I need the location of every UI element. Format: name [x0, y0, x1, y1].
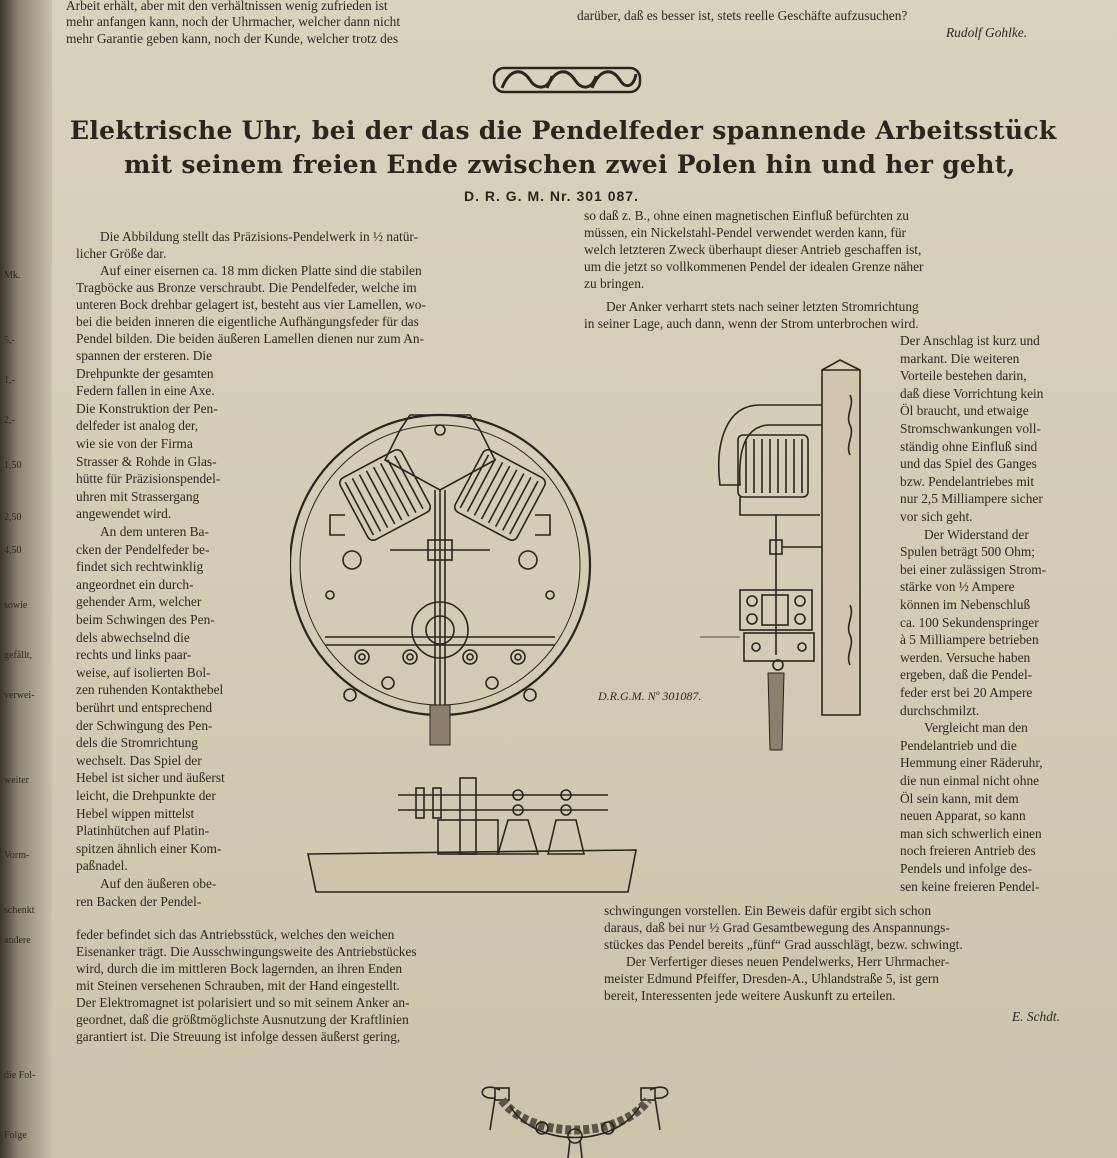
- text-line: paßnadel.: [76, 858, 128, 874]
- text-line: Vergleicht man den: [924, 720, 1028, 736]
- text-line: spannen der ersteren. Die: [76, 348, 213, 363]
- text-line: vor sich geht.: [900, 509, 973, 524]
- text-line: leicht, die Drehpunkte der: [76, 788, 216, 803]
- gutter-fragment: verwei-: [4, 690, 35, 701]
- author-signature: E. Schdt.: [1012, 1009, 1060, 1024]
- gutter-fragment: schenkt: [4, 905, 35, 916]
- text-line: zu bringen.: [584, 276, 645, 291]
- gutter-fragment: weiter: [4, 775, 29, 786]
- text-line: feder erst bei 20 Ampere: [900, 685, 1033, 700]
- text-line: Eisenanker trägt. Die Ausschwingungsweite des Antriebstückes: [76, 944, 417, 959]
- gutter-fragment: Folge: [4, 1130, 27, 1141]
- text-line: werden. Versuche haben: [900, 649, 1031, 665]
- article-title-line-1: Elektrische Uhr, bei der das die Pendelfeder spannende Arbeitsstück: [70, 116, 1057, 145]
- text-line: Hemmung einer Räderuhr,: [900, 755, 1043, 771]
- text-line: in seiner Lage, auch dann, wenn der Strom unterbrochen wird.: [584, 316, 919, 331]
- text-line: spitzen ähnlich einer Kom-: [76, 840, 222, 856]
- previous-page-gutter: [0, 0, 52, 1158]
- text-line: Der Elektromagnet ist polarisiert und so mit seinem Anker an-: [76, 995, 410, 1010]
- text-line: können im Nebenschluß: [900, 597, 1031, 612]
- figure-caption: D.R.G.M. Nº 301087.: [598, 689, 702, 703]
- text-line: ren Backen der Pendel-: [76, 893, 202, 909]
- text-line: feder befindet sich das Antriebsstück, welches den weichen: [76, 927, 395, 942]
- text-line: findet sich rechtwinklig: [76, 559, 204, 575]
- text-line: gehender Arm, welcher: [76, 594, 202, 610]
- text-line: ergeben, daß die Pendel-: [900, 667, 1033, 683]
- text-line: cken der Pendelfeder be-: [76, 541, 210, 557]
- text-line: meister Edmund Pfeiffer, Dresden-A., Uhlandstraße 5, ist gern: [604, 971, 940, 986]
- gutter-fragment: sowie: [4, 600, 28, 611]
- text-line: Spulen beträgt 500 Ohm;: [900, 544, 1036, 560]
- text-line: rechts und links paar-: [76, 647, 192, 663]
- text-line: so daß z. B., ohne einen magnetischen Einfluß befürchten zu: [584, 208, 909, 223]
- text-line: um die jetzt so vollkommenen Pendel der idealen Grenze näher: [584, 259, 924, 274]
- text-line: dels die Stromrichtung: [76, 735, 198, 751]
- text-line: licher Größe dar.: [76, 246, 167, 261]
- text-line: Pendelantrieb und die: [900, 737, 1017, 753]
- gutter-fragment: gefällt,: [4, 650, 33, 661]
- text-line: Platinhütchen auf Platin-: [76, 823, 210, 839]
- text-line: nur 2,5 Milliampere sicher: [900, 491, 1043, 507]
- patent-number: D. R. G. M. Nr. 301 087.: [464, 188, 639, 204]
- text-line: Pendel bilden. Die beiden äußeren Lamellen dienen nur zum An-: [76, 331, 425, 346]
- text-line: angeordnet ein durch-: [76, 576, 194, 592]
- text-line: angewendet wird.: [76, 506, 172, 522]
- gutter-fragment: andere: [4, 935, 31, 946]
- text-line: daß diese Vorrichtung kein: [900, 385, 1044, 401]
- text-line: darüber, daß es besser ist, stets reelle Geschäfte aufzusuchen?: [577, 8, 908, 23]
- text-line: unteren Bock drehbar gelagert ist, besteht aus vier Lamellen, wo-: [76, 297, 426, 312]
- text-line: stückes das Pendel bereits „fünf“ Grad ausschlägt, bezw. schwingt.: [604, 937, 963, 952]
- text-line: geordnet, daß die größtmöglichste Ausnutzung der Kraftlinien: [76, 1012, 409, 1027]
- gutter-fragment: 5,-: [4, 335, 15, 346]
- text-line: neuen Apparat, so kann: [900, 808, 1026, 824]
- pendulum-mechanism-front-view: [290, 395, 595, 755]
- gutter-fragment: die Fol-: [4, 1070, 36, 1081]
- text-line: mehr anfangen kann, noch der Uhrmacher, welcher dann nicht: [66, 14, 401, 29]
- text-line: Der Verfertiger dieses neuen Pendelwerks, Herr Uhrmacher-: [626, 954, 950, 969]
- text-line: müssen, ein Nickelstahl-Pendel verwendet werden kann, für: [584, 225, 907, 240]
- text-line: Der Widerstand der: [924, 526, 1029, 542]
- author-signature: Rudolf Gohlke.: [946, 25, 1028, 40]
- gutter-fragment: Mk.: [4, 270, 21, 281]
- text-line: Tragböcke aus Bronze verschraubt. Die Pendelfeder, welche im: [76, 280, 417, 295]
- text-line: Öl braucht, und etwaige: [900, 403, 1029, 419]
- text-line: ca. 100 Sekundenspringer: [900, 614, 1039, 630]
- article-title-line-2: mit seinem freien Ende zwischen zwei Polen hin und her geht,: [124, 150, 1016, 179]
- text-line: bzw. Pendelantriebes mit: [900, 473, 1035, 489]
- text-line: ständig ohne Einfluß sind: [900, 438, 1038, 454]
- gutter-fragment: Vorm-: [4, 850, 30, 861]
- text-line: schwingungen vorstellen. Ein Beweis dafür ergibt sich schon: [604, 903, 932, 918]
- text-line: sen keine freieren Pendel-: [900, 878, 1040, 894]
- text-line: zen ruhenden Kontakthebel: [76, 682, 224, 698]
- text-line: mit Steinen versehenen Schrauben, mit der Hand eingestellt.: [76, 978, 400, 993]
- text-line: und das Spiel des Ganges: [900, 456, 1037, 472]
- text-line: berührt und entsprechend: [76, 700, 213, 715]
- text-line: dels abwechselnd die: [76, 629, 190, 645]
- text-line: markant. Die weiteren: [900, 350, 1020, 366]
- text-line: Der Anker verharrt stets nach seiner letzten Stromrichtung: [606, 299, 919, 314]
- text-line: Strasser & Rohde in Glas-: [76, 453, 217, 469]
- text-line: wird, durch die im mittleren Bock lagernden, an ihren Enden: [76, 961, 403, 976]
- text-line: weise, auf isolierten Bol-: [76, 664, 211, 680]
- text-line: der Schwingung des Pen-: [76, 717, 213, 733]
- ornament-icon: [492, 62, 642, 98]
- text-line: An dem unteren Ba-: [100, 524, 209, 539]
- text-line: mehr Garantie geben kann, noch der Kunde, welcher trotz des: [66, 31, 399, 46]
- text-line: garantiert ist. Die Streuung ist infolge dessen äußerst gering,: [76, 1029, 401, 1044]
- gutter-fragment: 2,50: [4, 512, 22, 523]
- text-line: à 5 Milliampere betrieben: [900, 632, 1039, 648]
- text-line: uhren mit Strassergang: [76, 488, 200, 504]
- text-line: Federn fallen in eine Axe.: [76, 383, 215, 399]
- text-line: durchschmilzt.: [900, 702, 980, 718]
- text-line: Hebel wippen mittelst: [76, 805, 195, 821]
- text-line: welch letzteren Zweck überhaupt dieser Antrieb geschaffen ist,: [584, 242, 922, 257]
- gutter-fragment: 4,50: [4, 545, 22, 556]
- text-line: man sich schwerlich einen: [900, 825, 1042, 841]
- text-line: Vorteile bestehen darin,: [900, 368, 1027, 384]
- text-line: stärke von ½ Ampere: [900, 579, 1015, 595]
- text-line: Die Abbildung stellt das Präzisions-Pendelwerk in ½ natür-: [100, 229, 419, 244]
- text-line: Der Anschlag ist kurz und: [900, 333, 1040, 348]
- text-line: Arbeit erhält, aber mit den verhältnissen wenig zufrieden ist: [66, 0, 388, 13]
- text-line: noch freieren Antrieb des: [900, 843, 1036, 859]
- text-line: bereit, Interessenten jede weitere Auskunft zu erteilen.: [604, 988, 896, 1003]
- gutter-fragment: 1,50: [4, 460, 22, 471]
- text-line: Stromschwankungen voll-: [900, 421, 1041, 436]
- text-line: hütte für Präzisionspendel-: [76, 471, 221, 487]
- text-line: Auf den äußeren obe-: [100, 876, 217, 891]
- text-line: beim Schwingen des Pen-: [76, 612, 215, 627]
- text-line: wechselt. Das Spiel der: [76, 752, 202, 768]
- text-line: wie sie von der Firma: [76, 436, 193, 451]
- decorative-garland-icon: [470, 1070, 680, 1158]
- text-line: Die Konstruktion der Pen-: [76, 400, 218, 416]
- text-line: die nun einmal nicht ohne: [900, 773, 1040, 788]
- text-line: Pendels und infolge des-: [900, 861, 1033, 876]
- text-line: bei die beiden inneren die eigentliche Aufhängungsfeder für das: [76, 314, 419, 329]
- text-line: Drehpunkte der gesamten: [76, 365, 214, 381]
- text-line: Hebel ist sicher und äußerst: [76, 770, 225, 786]
- gutter-fragment: 1,-: [4, 375, 15, 386]
- pendulum-mechanism-base-view: [298, 770, 646, 895]
- text-line: Öl sein kann, mit dem: [900, 790, 1019, 806]
- pendulum-mechanism-side-view: [700, 355, 880, 760]
- text-line: Auf einer eisernen ca. 18 mm dicken Platte sind die stabilen: [100, 263, 422, 278]
- text-line: bei einer zulässigen Strom-: [900, 561, 1047, 577]
- gutter-fragment: 2,-: [4, 415, 15, 426]
- text-line: delfeder ist analog der,: [76, 418, 199, 434]
- text-line: daraus, daß bei nur ½ Grad Gesamtbewegung des Anspannungs-: [604, 920, 950, 935]
